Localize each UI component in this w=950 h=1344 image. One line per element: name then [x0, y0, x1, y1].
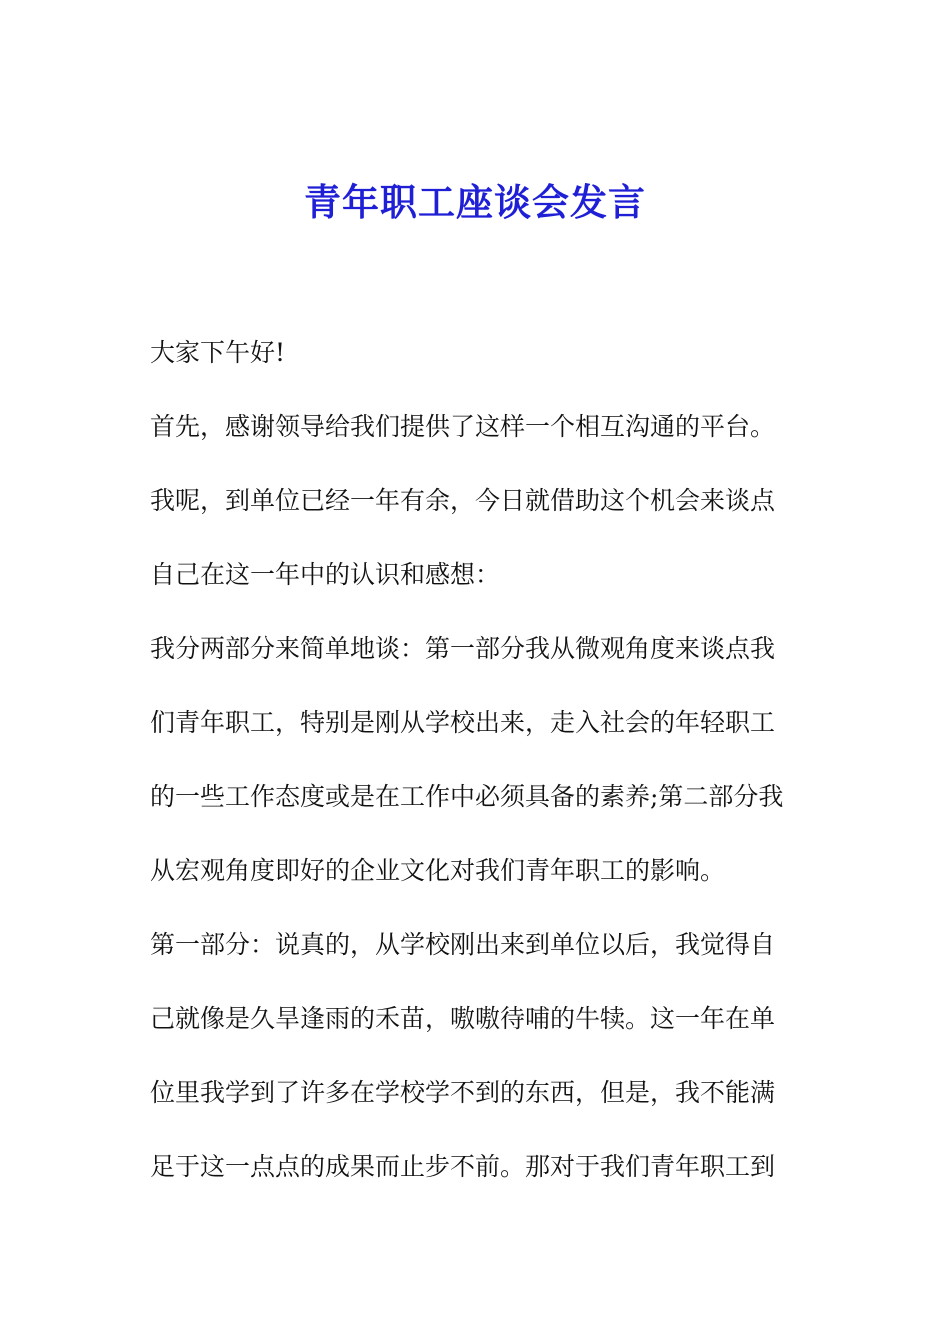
document-title: 青年职工座谈会发言: [304, 180, 646, 224]
body-line: 首先，感谢领导给我们提供了这样一个相互沟通的平台。: [150, 412, 776, 441]
body-line: 从宏观角度即好的企业文化对我们青年职工的影响。: [150, 856, 726, 885]
body-line: 自己在这一年中的认识和感想：: [150, 560, 501, 589]
body-line: 己就像是久旱逢雨的禾苗，嗷嗷待哺的牛犊。这一年在单: [150, 1004, 776, 1033]
body-line: 足于这一点点的成果而止步不前。那对于我们青年职工到: [150, 1152, 776, 1181]
body-line: 我分两部分来简单地谈：第一部分我从微观角度来谈点我: [150, 634, 776, 663]
body-line: 第一部分：说真的，从学校刚出来到单位以后，我觉得自: [150, 930, 776, 959]
document-body: [150, 316, 810, 1204]
body-line: 我呢，到单位已经一年有余，今日就借助这个机会来谈点: [150, 486, 776, 515]
body-line: 们青年职工，特别是刚从学校出来，走入社会的年轻职工: [150, 708, 776, 737]
body-line: 的一些工作态度或是在工作中必须具备的素养;第二部分我: [150, 782, 784, 811]
body-line: 大家下午好!: [150, 338, 286, 367]
body-line: 位里我学到了许多在学校学不到的东西，但是，我不能满: [150, 1078, 776, 1107]
